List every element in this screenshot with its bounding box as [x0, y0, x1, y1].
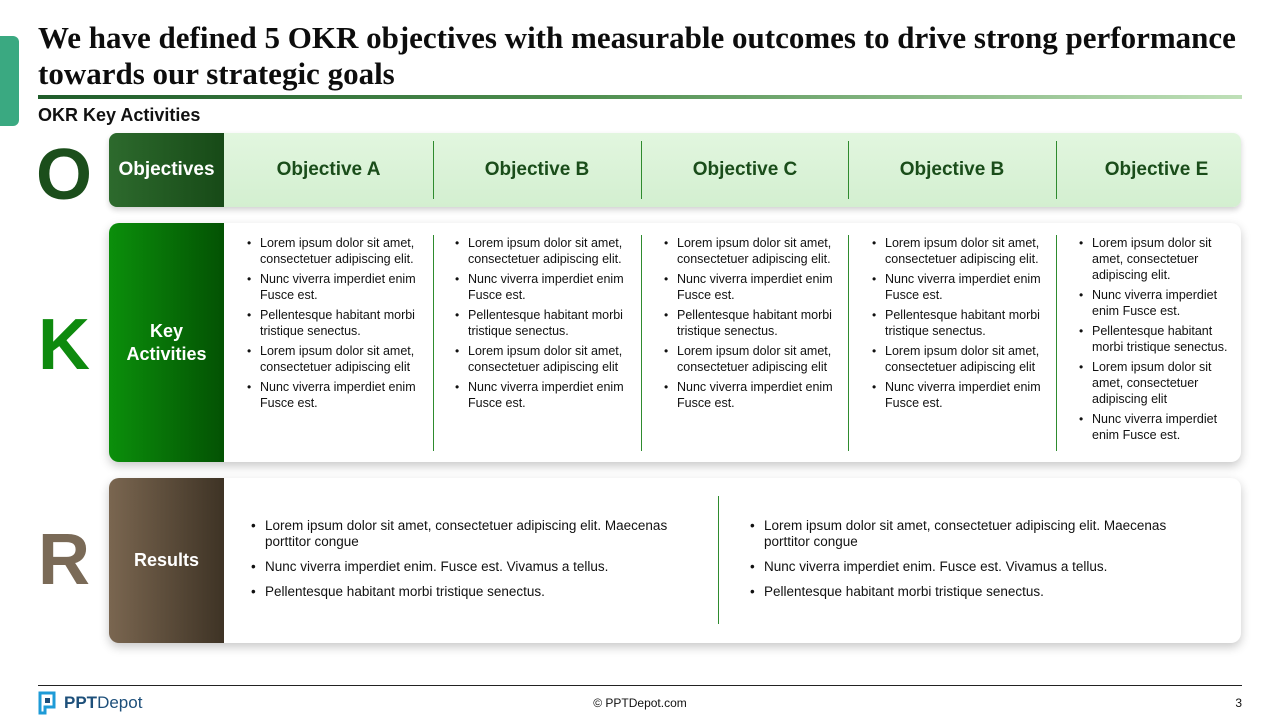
key-activities-column — [455, 235, 640, 415]
pptdepot-logo — [38, 690, 142, 716]
list-item: • Pellentesque habitant morbi tristique senectus. — [455, 307, 640, 339]
letter-r: R — [38, 520, 90, 600]
list-item: • Pellentesque habitant morbi tristique senectus. — [664, 307, 849, 339]
column-divider — [718, 496, 719, 624]
slide-subtitle: OKR Key Activities — [38, 105, 201, 125]
list-item: • Nunc viverra imperdiet enim Fusce est. — [455, 379, 640, 411]
list-item: • Lorem ipsum dolor sit amet, consectetuer adipiscing elit — [1079, 359, 1239, 407]
results-column — [750, 518, 1195, 609]
letter-k: K — [38, 305, 90, 385]
letter-o: O — [35, 135, 92, 215]
objective-cell: Objective B — [484, 159, 590, 180]
column-divider — [848, 235, 849, 451]
results-label: Results — [109, 478, 224, 643]
list-item: • Lorem ipsum dolor sit amet, consectetuer adipiscing elit — [664, 343, 849, 375]
list-item: • Nunc viverra imperdiet enim Fusce est. — [247, 271, 432, 303]
slide-title: We have defined 5 OKR objectives with measurable outcomes to drive strong performance towards our strategic goals — [38, 20, 1236, 91]
objective-cell: Objective B — [899, 159, 1005, 180]
list-item: • Nunc viverra imperdiet enim Fusce est. — [872, 379, 1057, 411]
list-item: • Lorem ipsum dolor sit amet, consectetuer adipiscing elit. — [1079, 235, 1239, 283]
list-item: • Lorem ipsum dolor sit amet, consectetuer adipiscing elit — [872, 343, 1057, 375]
results-row — [109, 478, 1241, 643]
list-item: • Nunc viverra imperdiet enim Fusce est. — [247, 379, 432, 411]
list-item: • Pellentesque habitant morbi tristique senectus. — [1079, 323, 1239, 355]
key-activities-column — [872, 235, 1057, 415]
list-item: • Lorem ipsum dolor sit amet, consectetuer adipiscing elit. — [664, 235, 849, 267]
footer-divider — [38, 685, 1242, 686]
copyright-text: © PPTDepot.com — [593, 696, 687, 710]
list-item: • Nunc viverra imperdiet enim Fusce est. — [1079, 287, 1239, 319]
objective-cell: Objective C — [692, 159, 798, 180]
list-item: • Nunc viverra imperdiet enim. Fusce est. Vivamus a tellus. — [750, 559, 1195, 575]
list-item: • Lorem ipsum dolor sit amet, consectetuer adipiscing elit. — [455, 235, 640, 267]
list-item: • Nunc viverra imperdiet enim Fusce est. — [872, 271, 1057, 303]
logo-text: PPTDepot — [64, 693, 143, 712]
key-activities-label: Key Activities — [109, 223, 224, 462]
key-activities-row — [109, 223, 1241, 462]
list-item: • Pellentesque habitant morbi tristique senectus. — [750, 584, 1195, 600]
list-item: • Nunc viverra imperdiet enim Fusce est. — [455, 271, 640, 303]
objectives-row — [109, 133, 1241, 207]
key-activities-column — [664, 235, 849, 415]
list-item: • Nunc viverra imperdiet enim. Fusce est. Vivamus a tellus. — [251, 559, 696, 575]
results-column — [251, 518, 696, 609]
column-divider — [1056, 235, 1057, 451]
list-item: • Nunc viverra imperdiet enim Fusce est. — [664, 379, 849, 411]
list-item: • Lorem ipsum dolor sit amet, consectetuer adipiscing elit. Maecenas porttitor congue — [750, 518, 1195, 550]
list-item: • Lorem ipsum dolor sit amet, consectetuer adipiscing elit — [455, 343, 640, 375]
accent-tab — [0, 36, 19, 126]
list-item: • Nunc viverra imperdiet enim Fusce est. — [1079, 411, 1239, 443]
column-divider — [433, 235, 434, 451]
list-item: • Nunc viverra imperdiet enim Fusce est. — [664, 271, 849, 303]
objective-cell: Objective A — [276, 159, 381, 180]
key-activities-column — [247, 235, 432, 415]
list-item: • Lorem ipsum dolor sit amet, consectetuer adipiscing elit. Maecenas porttitor congue — [251, 518, 696, 550]
objectives-label: Objectives — [109, 133, 224, 207]
column-divider — [641, 235, 642, 451]
key-activities-column — [1079, 235, 1239, 447]
list-item: • Pellentesque habitant morbi tristique senectus. — [872, 307, 1057, 339]
list-item: • Pellentesque habitant morbi tristique senectus. — [247, 307, 432, 339]
list-item: • Lorem ipsum dolor sit amet, consectetuer adipiscing elit — [247, 343, 432, 375]
pptdepot-logo-icon — [38, 691, 58, 715]
list-item: • Pellentesque habitant morbi tristique senectus. — [251, 584, 696, 600]
title-divider — [38, 95, 1242, 99]
objective-cell: Objective E — [1104, 159, 1209, 180]
list-item: • Lorem ipsum dolor sit amet, consectetuer adipiscing elit. — [872, 235, 1057, 267]
page-number: 3 — [1235, 696, 1242, 710]
list-item: • Lorem ipsum dolor sit amet, consectetuer adipiscing elit. — [247, 235, 432, 267]
